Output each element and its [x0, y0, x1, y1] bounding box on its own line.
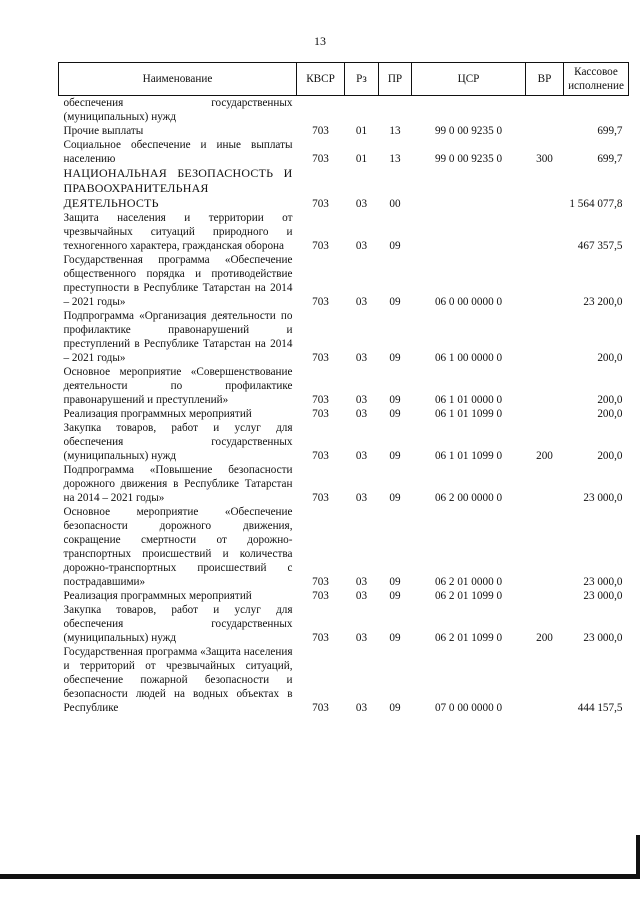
cell-name: Подпрограмма «Организация деятельности по профилактике правонарушений и преступлений в Республике Татарстан на 2014 – 2021 годы»: [63, 310, 293, 364]
cell-rz: 03: [355, 296, 368, 308]
cell-rz: [345, 96, 379, 125]
cell-csr: [412, 211, 526, 253]
cell-name: Государственная программа «Защита населения и территорий от чрезвычайных ситуаций, обеспечение пожарной безопасности и безопасности людей на водных объектах в Республике: [63, 646, 293, 714]
cell-pr: 09: [389, 394, 401, 406]
cell-kvsr: 703: [312, 125, 329, 137]
cell-csr: 06 2 01 0000 0: [434, 576, 503, 588]
cell-rz: 03: [355, 702, 368, 714]
table-row: [59, 309, 629, 365]
cell-sum: 23 000,0: [583, 590, 623, 602]
cell-name: Социальное обеспечение и иные выплаты населению: [63, 139, 293, 165]
cell-sum: 1 564 077,8: [569, 198, 623, 210]
column-header-pr: ПР: [379, 63, 412, 96]
cell-sum: 699,7: [597, 153, 623, 165]
cell-vr: 300: [536, 153, 553, 165]
cell-name: Подпрограмма «Повышение безопасности дорожного движения в Республике Татарстан на 2014 – 2021 годы»: [63, 464, 293, 504]
cell-kvsr: 703: [312, 394, 329, 406]
cell-kvsr: 703: [312, 576, 329, 588]
cell-name: обеспечения государственных (муниципальных) нужд: [63, 97, 293, 123]
cell-name: Прочие выплаты: [63, 125, 144, 137]
table-header-row: [59, 63, 629, 96]
cell-pr: 09: [389, 240, 401, 252]
cell-pr: 09: [389, 296, 401, 308]
cell-rz: 03: [355, 408, 368, 420]
table-row: [59, 421, 629, 463]
cell-kvsr: 703: [312, 296, 329, 308]
cell-name: Закупка товаров, работ и услуг для обеспечения государственных (муниципальных) нужд: [63, 422, 293, 462]
cell-vr: [526, 365, 564, 407]
cell-name: НАЦИОНАЛЬНАЯ БЕЗОПАСНОСТЬ И ПРАВООХРАНИТЕЛЬНАЯ ДЕЯТЕЛЬНОСТЬ: [63, 166, 293, 210]
cell-kvsr: 703: [312, 492, 329, 504]
cell-name: Защита населения и территории от чрезвычайных ситуаций природного и техногенного характера, гражданская оборона: [63, 212, 293, 252]
cell-pr: 09: [389, 450, 401, 462]
cell-csr: [412, 166, 526, 211]
cell-csr: 06 1 01 1099 0: [434, 408, 503, 420]
column-header-csr: ЦСР: [412, 63, 526, 96]
cell-vr: [526, 124, 564, 138]
cell-sum: 23 000,0: [583, 632, 623, 644]
cell-rz: 03: [355, 450, 368, 462]
cell-rz: 01: [355, 125, 368, 137]
table-row: [59, 96, 629, 125]
table-row: [59, 463, 629, 505]
cell-vr: [526, 463, 564, 505]
page-number: 13: [314, 34, 326, 48]
cell-kvsr: 703: [312, 450, 329, 462]
table-row: [59, 211, 629, 253]
cell-pr: [379, 96, 412, 125]
cell-csr: 06 0 00 0000 0: [434, 296, 503, 308]
cell-csr: 06 1 01 1099 0: [434, 450, 503, 462]
cell-pr: 09: [389, 632, 401, 644]
table-row: [59, 505, 629, 589]
cell-kvsr: 703: [312, 352, 329, 364]
cell-rz: 03: [355, 394, 368, 406]
table-row: [59, 253, 629, 309]
column-header-rz: Рз: [345, 63, 379, 96]
cell-sum: 200,0: [597, 394, 623, 406]
cell-kvsr: 703: [312, 702, 329, 714]
cell-rz: 03: [355, 198, 368, 210]
cell-vr: 200: [536, 632, 553, 644]
cell-pr: 09: [389, 492, 401, 504]
cell-sum: 699,7: [597, 125, 623, 137]
cell-vr: [526, 211, 564, 253]
cell-vr: 200: [536, 450, 553, 462]
cell-kvsr: [297, 96, 345, 125]
cell-vr: [526, 309, 564, 365]
table-row: [59, 166, 629, 211]
cell-csr: 06 2 00 0000 0: [434, 492, 503, 504]
cell-pr: 09: [389, 408, 401, 420]
column-header-vr: ВР: [526, 63, 564, 96]
cell-csr: 06 2 01 1099 0: [434, 632, 503, 644]
cell-pr: 00: [389, 198, 401, 210]
cell-rz: 03: [355, 240, 368, 252]
table-row: [59, 603, 629, 645]
cell-rz: 03: [355, 590, 368, 602]
cell-vr: [526, 505, 564, 589]
cell-vr: [526, 253, 564, 309]
cell-sum: 200,0: [597, 408, 623, 420]
cell-csr: 06 1 01 0000 0: [434, 394, 503, 406]
table-row: [59, 124, 629, 138]
cell-csr: 99 0 00 9235 0: [434, 153, 503, 165]
cell-vr: [526, 407, 564, 421]
cell-kvsr: 703: [312, 632, 329, 644]
column-header-name: Наименование: [59, 63, 297, 96]
cell-rz: 03: [355, 576, 368, 588]
cell-kvsr: 703: [312, 153, 329, 165]
cell-sum: 467 357,5: [577, 240, 623, 252]
cell-name: Закупка товаров, работ и услуг для обеспечения государственных (муниципальных) нужд: [63, 604, 293, 644]
cell-sum: 200,0: [597, 352, 623, 364]
table-row: [59, 365, 629, 407]
cell-name: Основное мероприятие «Совершенствование деятельности по профилактике правонарушений и преступлений»: [63, 366, 293, 406]
cell-rz: 03: [355, 352, 368, 364]
cell-rz: 03: [355, 632, 368, 644]
cell-vr: [526, 589, 564, 603]
cell-vr: [526, 166, 564, 211]
cell-rz: 01: [355, 153, 368, 165]
cell-csr: 06 2 01 1099 0: [434, 590, 503, 602]
cell-kvsr: 703: [312, 240, 329, 252]
cell-vr: [526, 96, 564, 125]
cell-sum: [564, 96, 629, 125]
cell-rz: 03: [355, 492, 368, 504]
cell-pr: 13: [389, 153, 401, 165]
table-row: [59, 138, 629, 166]
cell-pr: 09: [389, 576, 401, 588]
table-body: [59, 96, 629, 716]
scan-border-bottom: [0, 874, 636, 879]
cell-sum: 23 200,0: [583, 296, 623, 308]
scan-border-right: [636, 835, 640, 879]
cell-csr: 07 0 00 0000 0: [434, 702, 503, 714]
cell-kvsr: 703: [312, 408, 329, 420]
cell-sum: 200,0: [597, 450, 623, 462]
cell-kvsr: 703: [312, 590, 329, 602]
cell-pr: 09: [389, 702, 401, 714]
cell-vr: [526, 645, 564, 715]
column-header-sum: Кассовое исполнение: [564, 63, 629, 96]
column-header-kvsr: КВСР: [297, 63, 345, 96]
budget-execution-table: [58, 62, 629, 715]
cell-kvsr: 703: [312, 198, 329, 210]
cell-pr: 09: [389, 590, 401, 602]
cell-csr: [412, 96, 526, 125]
cell-pr: 09: [389, 352, 401, 364]
cell-name: Реализация программных мероприятий: [63, 590, 252, 602]
cell-sum: 23 000,0: [583, 492, 623, 504]
cell-csr: 99 0 00 9235 0: [434, 125, 503, 137]
table-row: [59, 407, 629, 421]
table-row: [59, 645, 629, 715]
cell-sum: 444 157,5: [577, 702, 623, 714]
cell-csr: 06 1 00 0000 0: [434, 352, 503, 364]
cell-pr: 13: [389, 125, 401, 137]
table-row: [59, 589, 629, 603]
cell-name: Основное мероприятие «Обеспечение безопасности дорожного движения, сокращение смертности от дорожно-транспортных происшествий и количества дорожно-транспортных происшествий с пострадавшими»: [63, 506, 293, 588]
cell-name: Государственная программа «Обеспечение общественного порядка и противодействие преступности в Республике Татарстан на 2014 – 2021 годы»: [63, 254, 293, 308]
cell-sum: 23 000,0: [583, 576, 623, 588]
cell-name: Реализация программных мероприятий: [63, 408, 252, 420]
